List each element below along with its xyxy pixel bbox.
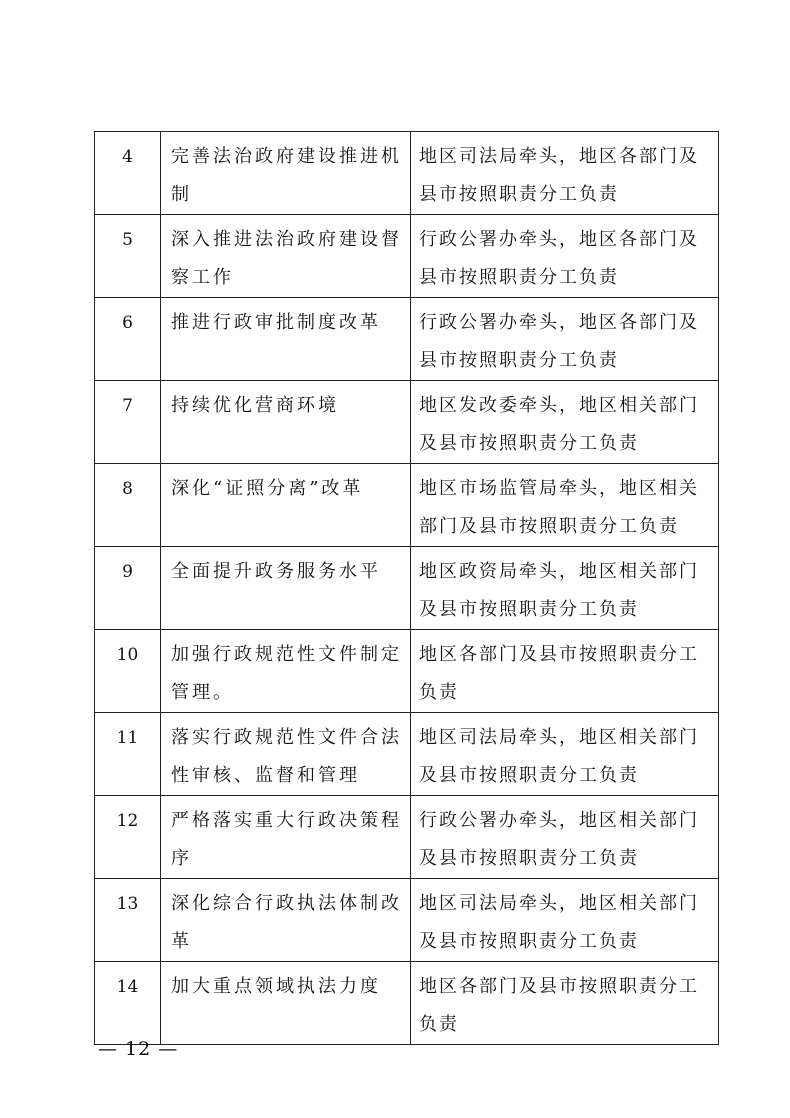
table-row [95, 381, 719, 464]
responsibility-cell [411, 215, 719, 298]
task-cell [161, 713, 411, 796]
responsibility-cell [411, 464, 719, 547]
responsibility-text: 地区各部门及县市按照职责分工负责 [419, 976, 699, 1035]
table-row [95, 796, 719, 879]
task-text: 完善法治政府建设推进机制 [171, 146, 402, 205]
task-cell [161, 381, 411, 464]
table-row [95, 630, 719, 713]
responsibility-cell [411, 713, 719, 796]
responsibility-cell [411, 547, 719, 630]
task-cell [161, 215, 411, 298]
task-text: 推进行政审批制度改革 [171, 312, 381, 333]
row-number: 14 [95, 962, 161, 1045]
responsibility-text: 行政公署办牵头，地区各部门及县市按照职责分工负责 [419, 229, 699, 288]
responsibility-text: 地区政资局牵头，地区相关部门及县市按照职责分工负责 [419, 561, 699, 620]
responsibility-cell [411, 381, 719, 464]
table-row [95, 298, 719, 381]
task-text: 全面提升政务服务水平 [171, 561, 381, 582]
responsibility-cell [411, 962, 719, 1045]
responsibility-text: 地区各部门及县市按照职责分工负责 [419, 644, 699, 703]
row-number: 7 [95, 381, 161, 464]
row-number: 6 [95, 298, 161, 381]
task-cell [161, 879, 411, 962]
table-row [95, 713, 719, 796]
table-row [95, 962, 719, 1045]
task-text: 严格落实重大行政决策程序 [171, 810, 402, 869]
task-text: 深化“证照分离”改革 [171, 478, 364, 499]
task-cell [161, 547, 411, 630]
task-text: 加大重点领域执法力度 [171, 976, 381, 997]
responsibility-cell [411, 630, 719, 713]
row-number: 8 [95, 464, 161, 547]
table-row [95, 547, 719, 630]
row-number: 12 [95, 796, 161, 879]
responsibility-text: 地区发改委牵头，地区相关部门及县市按照职责分工负责 [419, 395, 699, 454]
task-cell [161, 464, 411, 547]
task-text: 持续优化营商环境 [171, 395, 339, 416]
row-number: 11 [95, 713, 161, 796]
page-number: — 12 — [98, 1038, 179, 1060]
row-number: 4 [95, 132, 161, 215]
responsibility-cell [411, 298, 719, 381]
task-cell [161, 962, 411, 1045]
responsibility-cell [411, 796, 719, 879]
task-text: 加强行政规范性文件制定管理。 [171, 644, 402, 703]
task-text: 深入推进法治政府建设督察工作 [171, 229, 402, 288]
task-cell [161, 796, 411, 879]
table-row [95, 879, 719, 962]
row-number: 5 [95, 215, 161, 298]
responsibility-text: 地区司法局牵头，地区相关部门及县市按照职责分工负责 [419, 727, 699, 786]
responsibility-text: 地区司法局牵头，地区各部门及县市按照职责分工负责 [419, 146, 699, 205]
task-cell [161, 132, 411, 215]
table-row [95, 464, 719, 547]
task-table [94, 131, 719, 1045]
responsibility-text: 地区司法局牵头，地区相关部门及县市按照职责分工负责 [419, 893, 699, 952]
task-text: 落实行政规范性文件合法性审核、监督和管理 [171, 727, 402, 786]
row-number: 10 [95, 630, 161, 713]
task-text: 深化综合行政执法体制改革 [171, 893, 402, 952]
responsibility-cell [411, 132, 719, 215]
row-number: 13 [95, 879, 161, 962]
table-row [95, 132, 719, 215]
task-cell [161, 298, 411, 381]
responsibility-text: 行政公署办牵头，地区各部门及县市按照职责分工负责 [419, 312, 699, 371]
table-row [95, 215, 719, 298]
responsibility-text: 行政公署办牵头，地区相关部门及县市按照职责分工负责 [419, 810, 699, 869]
row-number: 9 [95, 547, 161, 630]
responsibility-cell [411, 879, 719, 962]
task-cell [161, 630, 411, 713]
responsibility-text: 地区市场监管局牵头，地区相关部门及县市按照职责分工负责 [419, 478, 699, 537]
